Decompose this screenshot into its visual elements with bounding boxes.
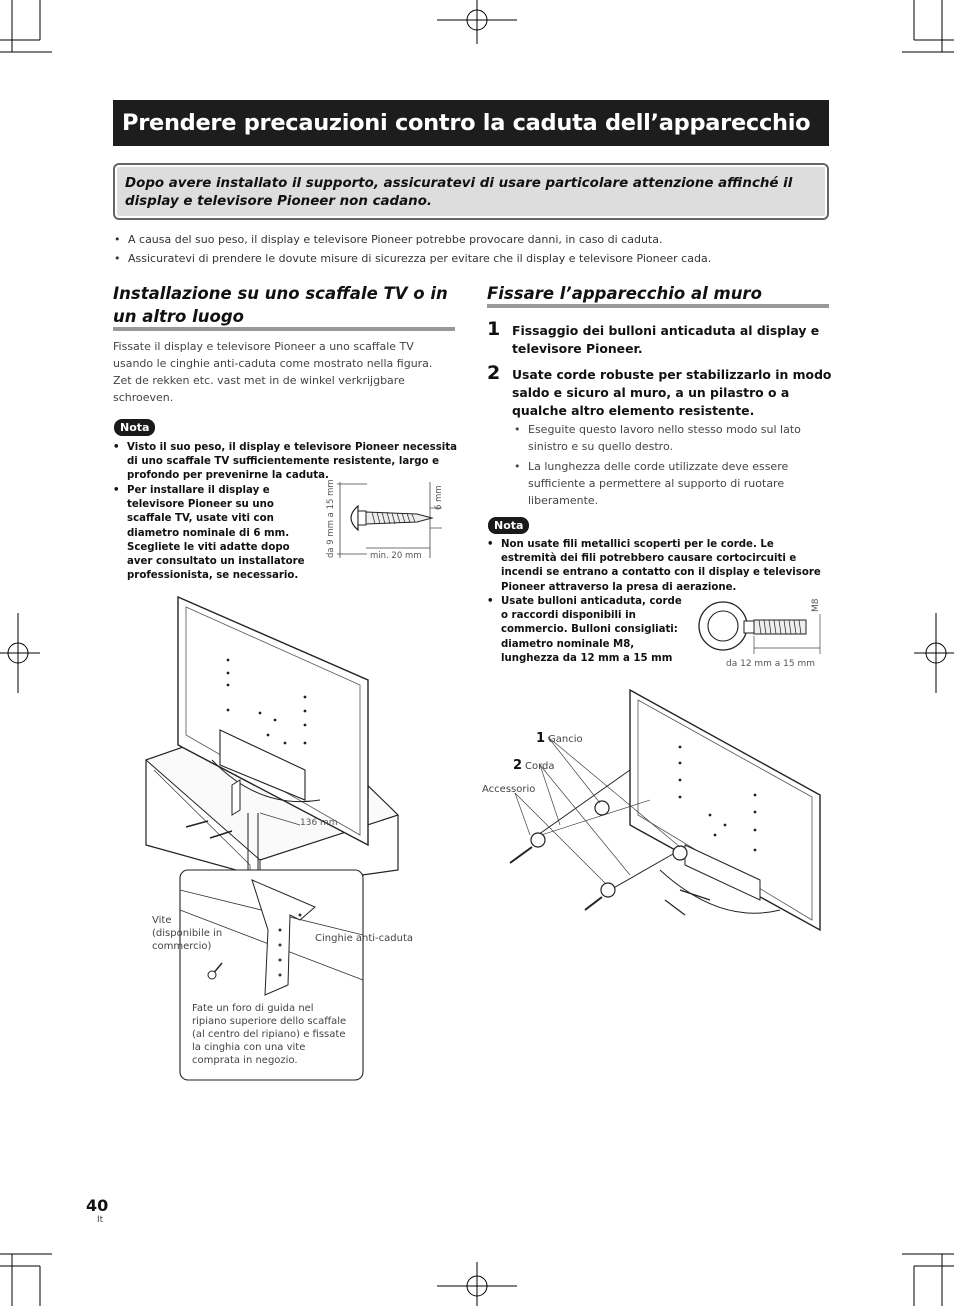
- list-item: • La lunghezza delle corde utilizzate deve essere sufficiente a permettere al supporto di ruotare liberamente.: [514, 458, 814, 509]
- vite-line: Vite: [152, 915, 172, 926]
- nota-badge: Nota: [488, 517, 529, 534]
- list-item: • Non usate fili metallici scoperti per le corde. Le estremità dei fili potrebbero causare cortocircuiti e incendi se entrano a contatto con il display e televisore Pioneer attraverso la presa di aerazione.: [487, 538, 827, 595]
- screw-length-label: da 9 mm a 15 mm: [326, 479, 336, 558]
- dimension-136-label: 136 mm: [300, 818, 338, 828]
- right-nota-list-2: [487, 595, 685, 666]
- vite-label: [152, 914, 242, 953]
- instruction-line: comprata in negozio.: [192, 1055, 298, 1066]
- list-item: • A causa del suo peso, il display e televisore Pioneer potrebbe provocare danni, in caso di caduta.: [114, 231, 834, 249]
- intro-box: [113, 163, 829, 220]
- title-bar: [113, 100, 829, 146]
- intro-text: Dopo avere installato il supporto, assicuratevi di usare particolare attenzione affinché il display e televisore Pioneer non cadano.: [125, 176, 793, 209]
- nota-badge: Nota: [114, 419, 155, 436]
- screw-min-label: min. 20 mm: [370, 551, 422, 561]
- instruction-line: la cinghia con una vite: [192, 1042, 306, 1053]
- bolt-length-label: da 12 mm a 15 mm: [726, 659, 816, 669]
- step-2-text: Usate corde robuste per stabilizzarlo in modo saldo e sicuro al muro, a un pilastro o a qualche altro elemento resistente.: [512, 367, 832, 418]
- step-2-sublist: [514, 421, 814, 509]
- left-body: Fissate il display e televisore Pioneer a uno scaffale TV usando le cinghie anti-caduta come mostrato nella figura. Zet de rekken etc. vast met in de winkel verkrijgbare schroeven.: [113, 340, 433, 404]
- page-title: Prendere precauzioni contro la caduta dell’apparecchio: [122, 110, 811, 136]
- callout-1-number: 1: [536, 731, 546, 746]
- language-code: It: [97, 1215, 104, 1225]
- step-1-text: Fissaggio dei bulloni anticaduta al display e televisore Pioneer.: [512, 323, 820, 356]
- right-heading: Fissare l’apparecchio al muro: [487, 284, 762, 303]
- instruction-line: (al centro del ripiano) e fissate: [192, 1029, 346, 1040]
- gancio-label: Gancio: [548, 734, 583, 745]
- list-item: • Per installare il display e televisore Pioneer su uno scaffale TV, usate viti con diametro nominale di 6 mm. Scegliete le viti adatte dopo aver consultato un installatore professionista, se necessario.: [113, 484, 318, 583]
- right-heading-rule: [487, 304, 829, 308]
- left-heading: Installazione su uno scaffale TV o in un altro luogo: [113, 284, 448, 326]
- top-bullets: [114, 231, 834, 268]
- corda-label: Corda: [525, 761, 555, 772]
- cinghie-label: Cinghie anti-caduta: [315, 933, 414, 944]
- page-number: 40: [86, 1196, 109, 1215]
- step-2-number: 2: [487, 362, 501, 384]
- left-nota-list-2: [113, 484, 318, 583]
- instruction-line: Fate un foro di guida nel: [192, 1003, 314, 1014]
- instruction-line: ripiano superiore dello scaffale: [192, 1016, 347, 1027]
- left-heading-rule: [113, 327, 455, 331]
- list-item: • Visto il suo peso, il display e televisore Pioneer necessita di uno scaffale TV sufficientemente resistente, largo e profondo per prevenirne la caduta.: [113, 441, 458, 484]
- right-nota-list: [487, 538, 827, 595]
- eye-bolt-diagram: [690, 588, 830, 678]
- list-item: • Eseguite questo lavoro nello stesso modo sul lato sinistro e su quello destro.: [514, 421, 814, 455]
- list-item: • Usate bulloni anticaduta, corde o raccordi disponibili in commercio. Bulloni consigliati: diametro nominale M8, lunghezza da 12 mm a 15 mm: [487, 595, 685, 666]
- accessorio-label: Accessorio: [482, 784, 536, 795]
- screw-diameter-label: 6 mm: [434, 485, 444, 510]
- instruction-label: [192, 1002, 357, 1067]
- bolt-size-label: M8: [811, 598, 821, 612]
- wall-fixing-illustration: [480, 685, 830, 935]
- step-1-number: 1: [487, 318, 501, 340]
- list-item: • Assicuratevi di prendere le dovute misure di sicurezza per evitare che il display e televisore Pioneer cada.: [114, 250, 834, 268]
- vite-line: (disponibile in: [152, 928, 223, 939]
- callout-2-number: 2: [513, 758, 523, 773]
- vite-line: commercio): [152, 941, 212, 952]
- screw-diagram: [322, 478, 452, 568]
